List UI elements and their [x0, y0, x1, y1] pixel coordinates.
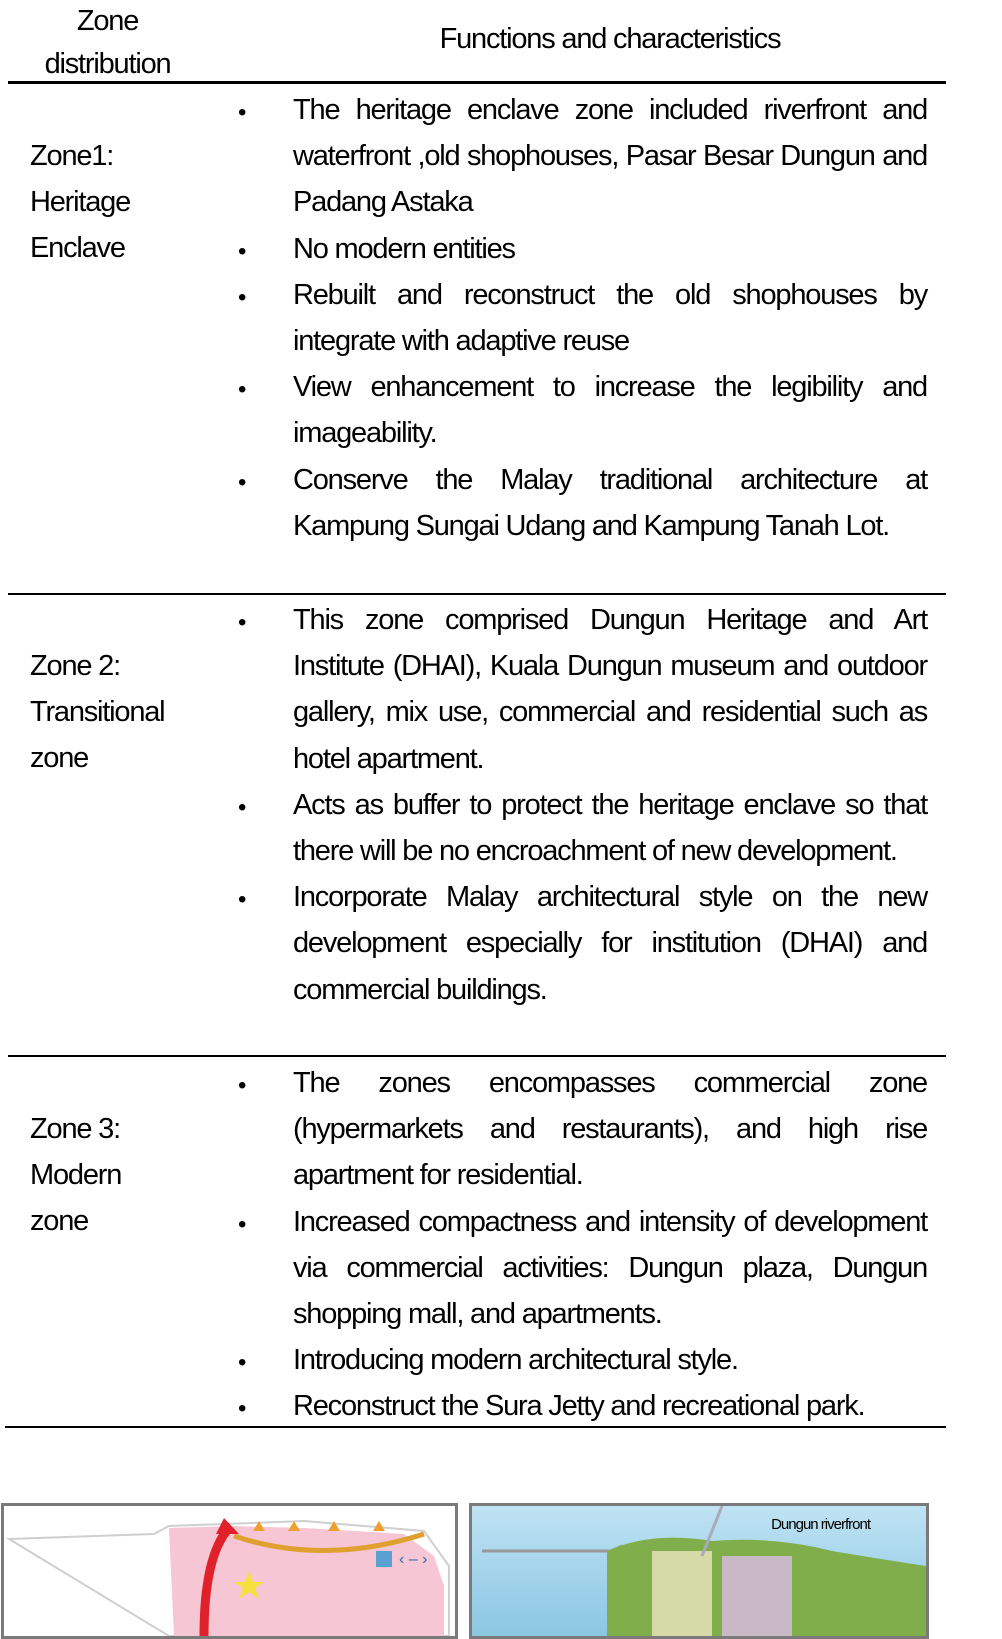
- list-item: • Conserve the Malay traditional architecture at Kampung Sungai Udang and Kampung Tanah Lot.: [238, 463, 927, 542]
- bullet-icon: •: [238, 793, 247, 821]
- zone3-label: Zone 3: Modern zone: [30, 1113, 122, 1238]
- header-rule: [8, 81, 946, 84]
- zone2-label: Zone 2: Transitional zone: [30, 650, 165, 775]
- bullet-icon: •: [238, 1395, 247, 1423]
- figure-caption: Dungun riverfront: [771, 1516, 870, 1533]
- bullet-icon: •: [238, 1210, 247, 1238]
- riverfront-figure: [469, 1503, 929, 1639]
- bullet-icon: •: [238, 609, 247, 636]
- zone1-label: Zone1: Heritage Enclave: [30, 140, 131, 265]
- list-item: • Acts as buffer to protect the heritage enclave so that there will be no encroachment of new development.: [238, 788, 927, 868]
- bullet-icon: •: [238, 283, 247, 311]
- list-item: • The zones encompasses commercial zone (hypermarkets and restaurants), and high rise apartment for residential.: [238, 1067, 927, 1192]
- zoning-map-figure: [1, 1503, 458, 1639]
- list-item: • Incorporate Malay architectural style on the new development especially for institution (DHAI) and commercial buildings.: [238, 881, 927, 1006]
- svg-text:‹ – ›: ‹ – ›: [399, 1551, 428, 1568]
- list-item: • Introducing modern architectural style.: [238, 1344, 738, 1377]
- list-item: • Reconstruct the Sura Jetty and recreational park.: [238, 1390, 865, 1423]
- list-item: • The heritage enclave zone included riverfront and waterfront ,old shophouses, Pasar Besar Dungun and Padang Astaka: [238, 94, 927, 219]
- zoning-map-illustration: [4, 1506, 455, 1636]
- zone1-items: [0, 87, 1002, 549]
- list-item: • This zone comprised Dungun Heritage and Art Institute (DHAI), Kuala Dungun museum and outdoor gallery, mix use, commercial and residential such as hotel apartment.: [238, 604, 927, 775]
- list-item: • Increased compactness and intensity of development via commercial activities: Dungun plaza, Dungun shopping mall, and apartments.: [238, 1205, 927, 1331]
- bullet-icon: •: [238, 1349, 247, 1377]
- bullet-icon: •: [238, 99, 247, 126]
- bullet-icon: •: [238, 1072, 247, 1099]
- table-bottom-rule: [5, 1426, 946, 1428]
- bullet-icon: •: [238, 376, 247, 404]
- row-divider: [8, 1055, 946, 1057]
- zone3-items: [0, 1060, 1002, 1430]
- list-item: • Rebuilt and reconstruct the old shophouses by integrate with adaptive reuse: [238, 278, 927, 358]
- bullet-icon: •: [238, 886, 247, 914]
- bullet-icon: •: [238, 237, 247, 265]
- zone2-items: [0, 597, 1002, 1013]
- header-zone-distribution: Zone distribution: [44, 5, 171, 80]
- header-functions: Functions and characteristics: [439, 23, 781, 55]
- figures: [0, 1503, 1002, 1628]
- bullet-icon: •: [238, 468, 247, 496]
- row-divider: [8, 593, 946, 595]
- list-item: • No modern entities: [238, 232, 515, 265]
- list-item: • View enhancement to increase the legibility and imageability.: [238, 371, 927, 450]
